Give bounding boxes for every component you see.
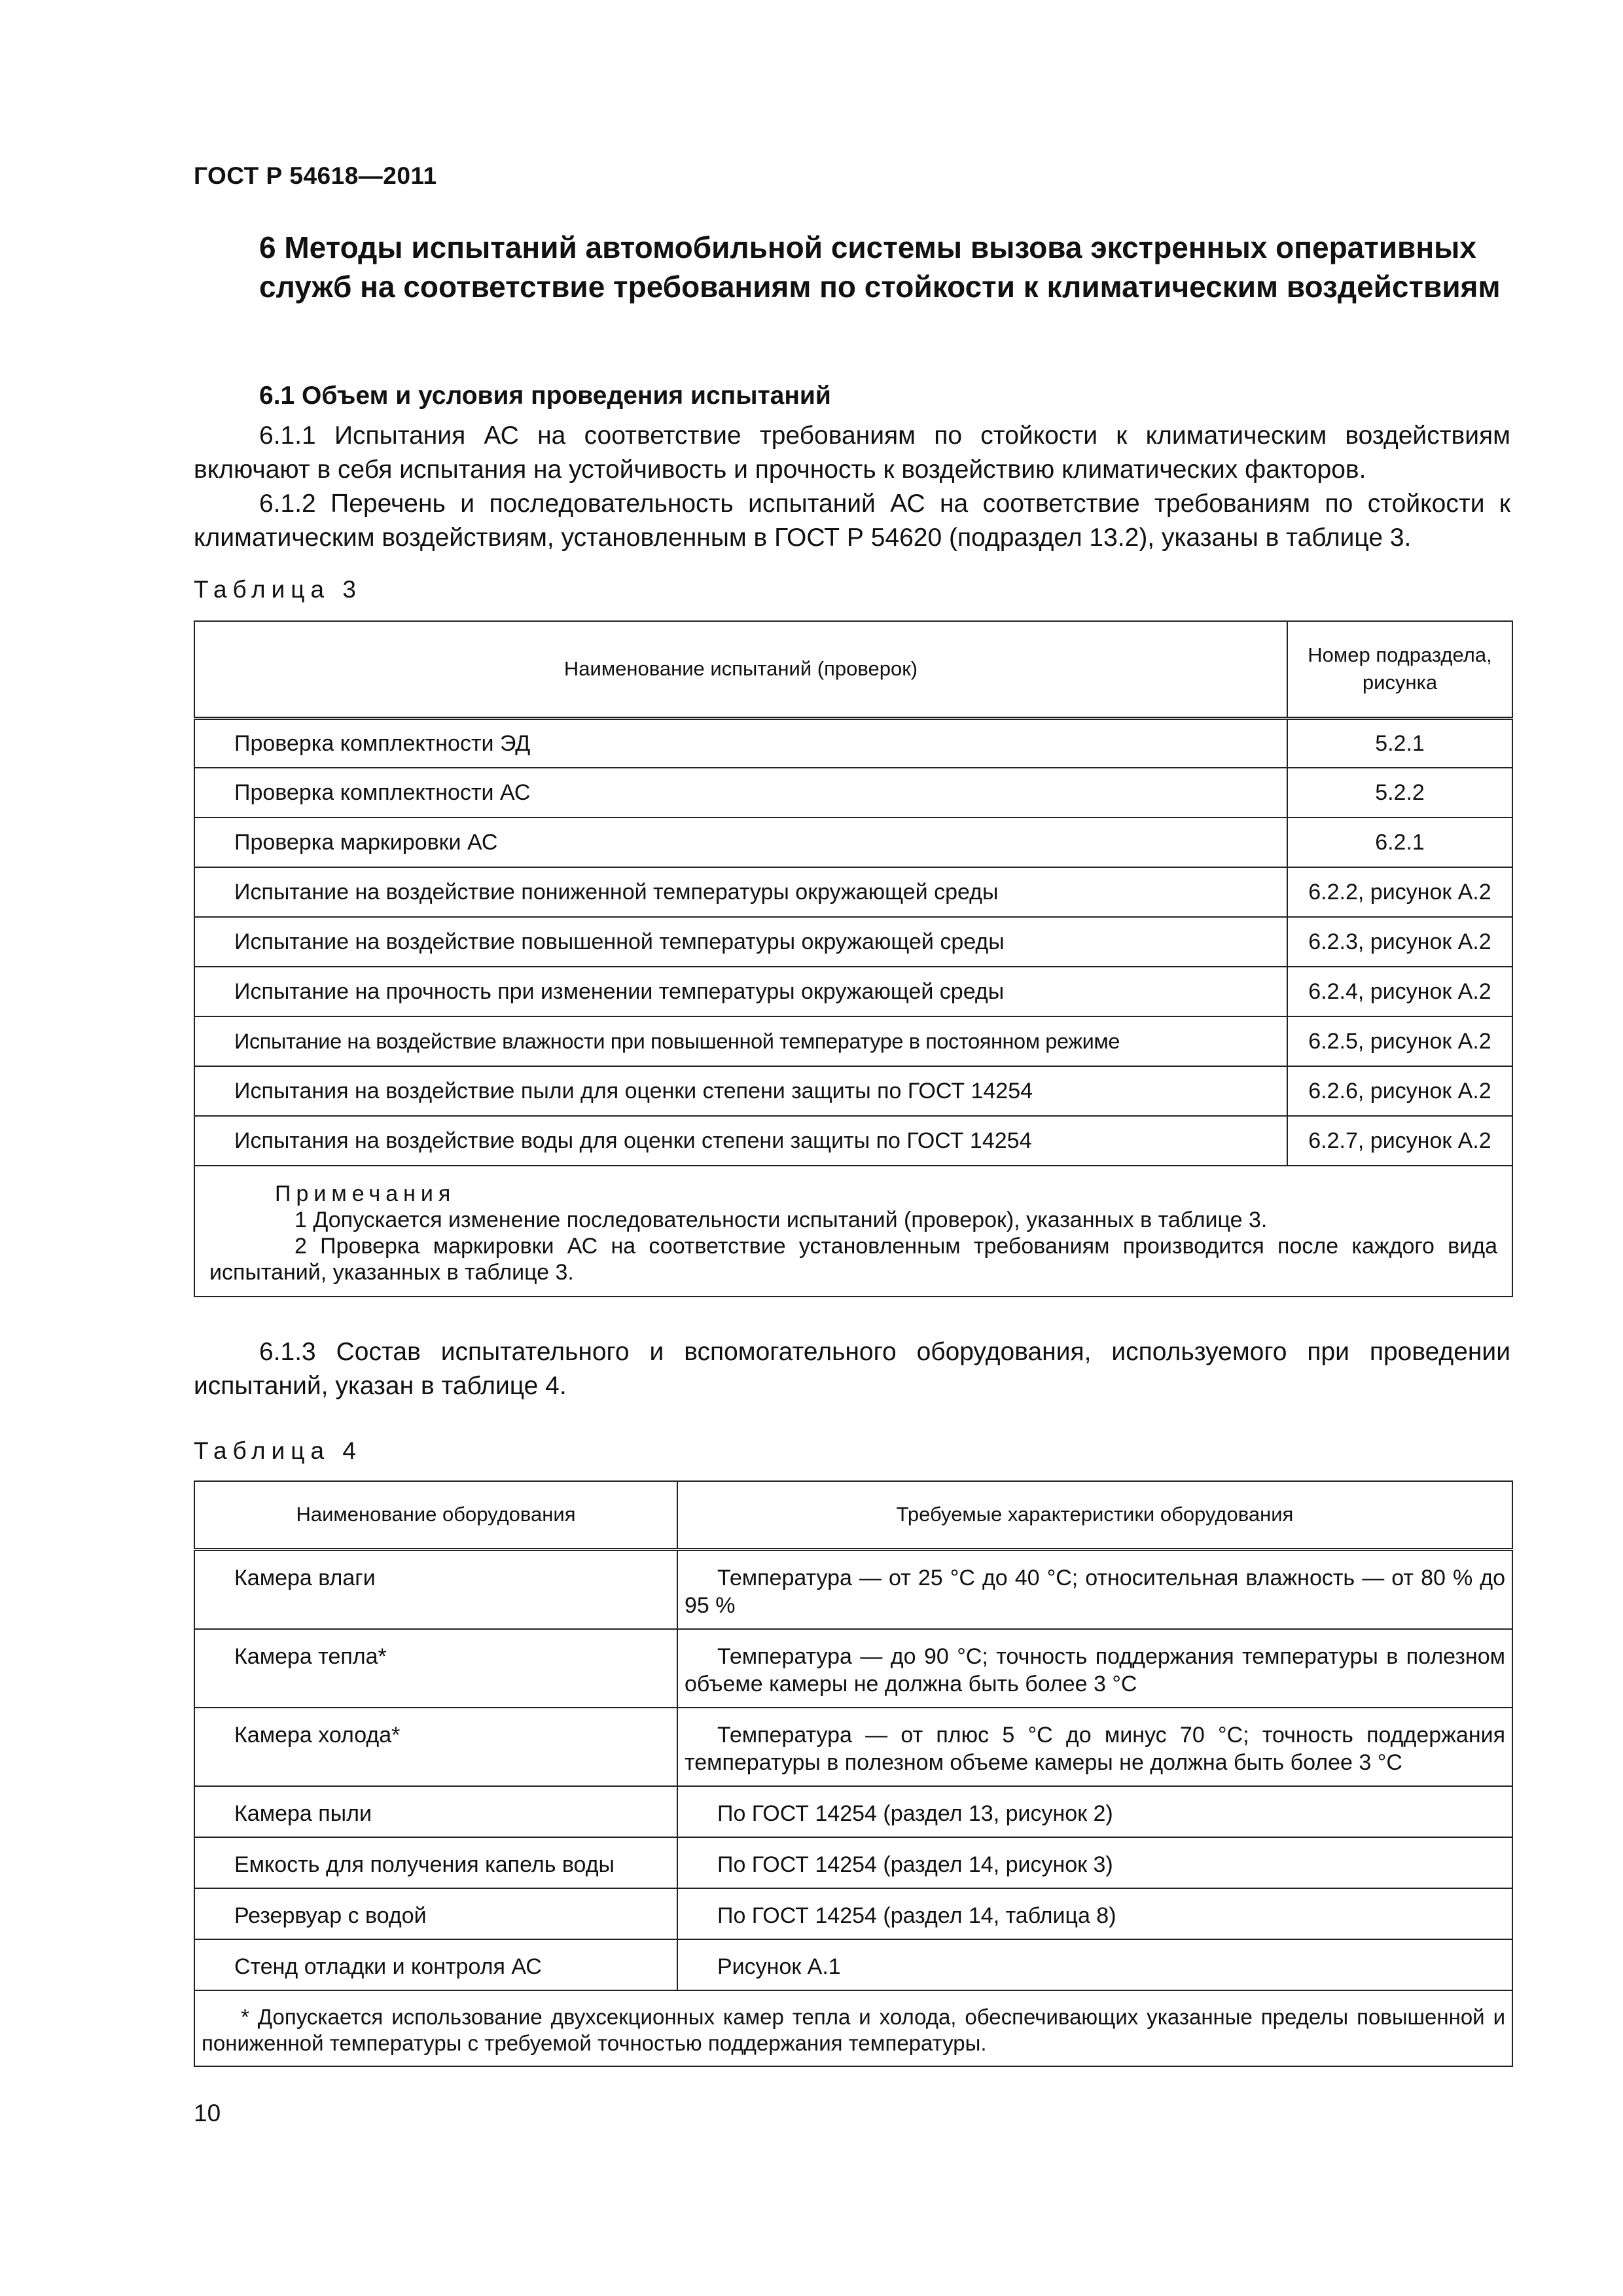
table-row (194, 917, 1512, 967)
equipment-name-cell: Резервуар с водой (194, 1888, 677, 1939)
equipment-spec-cell: По ГОСТ 14254 (раздел 13, рисунок 2) (677, 1786, 1512, 1837)
column-header: Требуемые характеристики оборудования (677, 1481, 1512, 1549)
table-row (194, 867, 1512, 917)
subsection-title: 6.1 Объем и условия проведения испытаний (259, 382, 831, 410)
reference-cell: 6.2.5, рисунок А.2 (1287, 1016, 1512, 1066)
column-header: Наименование испытаний (проверок) (194, 621, 1287, 718)
table-row (194, 1888, 1512, 1939)
table-row (194, 1016, 1512, 1066)
equipment-spec-cell: По ГОСТ 14254 (раздел 14, рисунок 3) (677, 1837, 1512, 1888)
equipment-name-cell: Камера пыли (194, 1786, 677, 1837)
notes-row (194, 1166, 1512, 1297)
equipment-name-cell: Емкость для получения капель воды (194, 1837, 677, 1888)
page-number: 10 (194, 2100, 221, 2126)
equipment-name-cell: Камера холода* (194, 1708, 677, 1786)
column-header: Номер подраздела, рисунка (1287, 621, 1512, 718)
notes-title: Примечания (275, 1181, 456, 1206)
table-row (194, 1837, 1512, 1888)
test-name-cell: Испытание на воздействие повышенной температуры окружающей среды (194, 917, 1287, 967)
paragraph-6-1-2: 6.1.2 Перечень и последовательность испытаний АС на соответствие требованиям по стойкости к климатическим воздействиям, установленным в ГОСТ Р 54620 (подраздел 13.2), указаны в таблице 3. (194, 490, 1510, 552)
table-row (194, 1708, 1512, 1786)
test-name-cell: Испытания на воздействие воды для оценки степени защиты по ГОСТ 14254 (194, 1116, 1287, 1166)
paragraph-6-1-1: 6.1.1 Испытания АС на соответствие требованиям по стойкости к климатическим воздействиям включают в себя испытания на устойчивость и прочность к воздействию климатических факторов. (194, 422, 1510, 484)
equipment-spec-cell: Температура — от 25 °С до 40 °С; относительная влажность — от 80 % до 95 % (677, 1549, 1512, 1629)
table-row (194, 1939, 1512, 1990)
equipment-name-cell: Камера влаги (194, 1549, 677, 1629)
table-row (194, 1066, 1512, 1116)
footnote-row (194, 1990, 1512, 2066)
notes-cell (194, 1166, 1512, 1297)
column-header: Наименование оборудования (194, 1481, 677, 1549)
equipment-spec-cell: Рисунок А.1 (677, 1939, 1512, 1990)
reference-cell: 6.2.3, рисунок А.2 (1287, 917, 1512, 967)
note-item: 2 Проверка маркировки АС на соответствие установленным требованиям производится после каждого вида испытаний, указанных в таблице 3. (209, 1234, 1497, 1285)
table-row (194, 1629, 1512, 1708)
table-row (194, 817, 1512, 867)
equipment-spec-cell: Температура — от плюс 5 °С до минус 70 °С; точность поддержания температуры в полезном объеме камеры не должна быть более 3 °С (677, 1708, 1512, 1786)
section-title: 6 Методы испытаний автомобильной системы вызова экстренных оперативных служб на соответствие требованиям по стойкости к климатическим воздействиям (259, 230, 1501, 304)
table-4-caption: Таблица 4 (194, 1437, 362, 1464)
table-header-row (194, 1481, 1512, 1549)
test-name-cell: Испытание на воздействие влажности при повышенной температуре в постоянном режиме (194, 1016, 1287, 1066)
reference-cell: 6.2.1 (1287, 817, 1512, 867)
test-name-cell: Проверка комплектности ЭД (194, 718, 1287, 768)
test-name-cell: Испытания на воздействие пыли для оценки степени защиты по ГОСТ 14254 (194, 1066, 1287, 1116)
test-name-cell: Проверка маркировки АС (194, 817, 1287, 867)
footnote-cell: * Допускается использование двухсекционных камер тепла и холода, обеспечивающих указанные пределы повышенной и пониженной температуры с требуемой точностью поддержания температуры. (194, 1990, 1512, 2066)
reference-cell: 6.2.7, рисунок А.2 (1287, 1116, 1512, 1166)
note-item: 1 Допускается изменение последовательности испытаний (проверок), указанных в таблице 3. (294, 1208, 1268, 1232)
reference-cell: 6.2.2, рисунок А.2 (1287, 867, 1512, 917)
reference-cell: 5.2.1 (1287, 718, 1512, 768)
reference-cell: 6.2.6, рисунок А.2 (1287, 1066, 1512, 1116)
reference-cell: 5.2.2 (1287, 768, 1512, 817)
table-row (194, 1116, 1512, 1166)
test-name-cell: Проверка комплектности АС (194, 768, 1287, 817)
reference-cell: 6.2.4, рисунок А.2 (1287, 967, 1512, 1016)
document-header: ГОСТ Р 54618—2011 (194, 162, 437, 189)
table-3-caption: Таблица 3 (194, 576, 362, 603)
equipment-name-cell: Стенд отладки и контроля АС (194, 1939, 677, 1990)
table-4 (194, 1480, 1513, 2067)
equipment-spec-cell: По ГОСТ 14254 (раздел 14, таблица 8) (677, 1888, 1512, 1939)
test-name-cell: Испытание на воздействие пониженной температуры окружающей среды (194, 867, 1287, 917)
table-row (194, 967, 1512, 1016)
table-row (194, 718, 1512, 768)
table-row (194, 1786, 1512, 1837)
table-row (194, 1549, 1512, 1629)
test-name-cell: Испытание на прочность при изменении температуры окружающей среды (194, 967, 1287, 1016)
table-header-row (194, 621, 1512, 718)
paragraph-6-1-3: 6.1.3 Состав испытательного и вспомогательного оборудования, используемого при проведении испытаний, указан в таблице 4. (194, 1338, 1510, 1400)
equipment-spec-cell: Температура — до 90 °С; точность поддержания температуры в полезном объеме камеры не должна быть более 3 °С (677, 1629, 1512, 1708)
equipment-name-cell: Камера тепла* (194, 1629, 677, 1708)
table-row (194, 768, 1512, 817)
table-3 (194, 620, 1513, 1297)
